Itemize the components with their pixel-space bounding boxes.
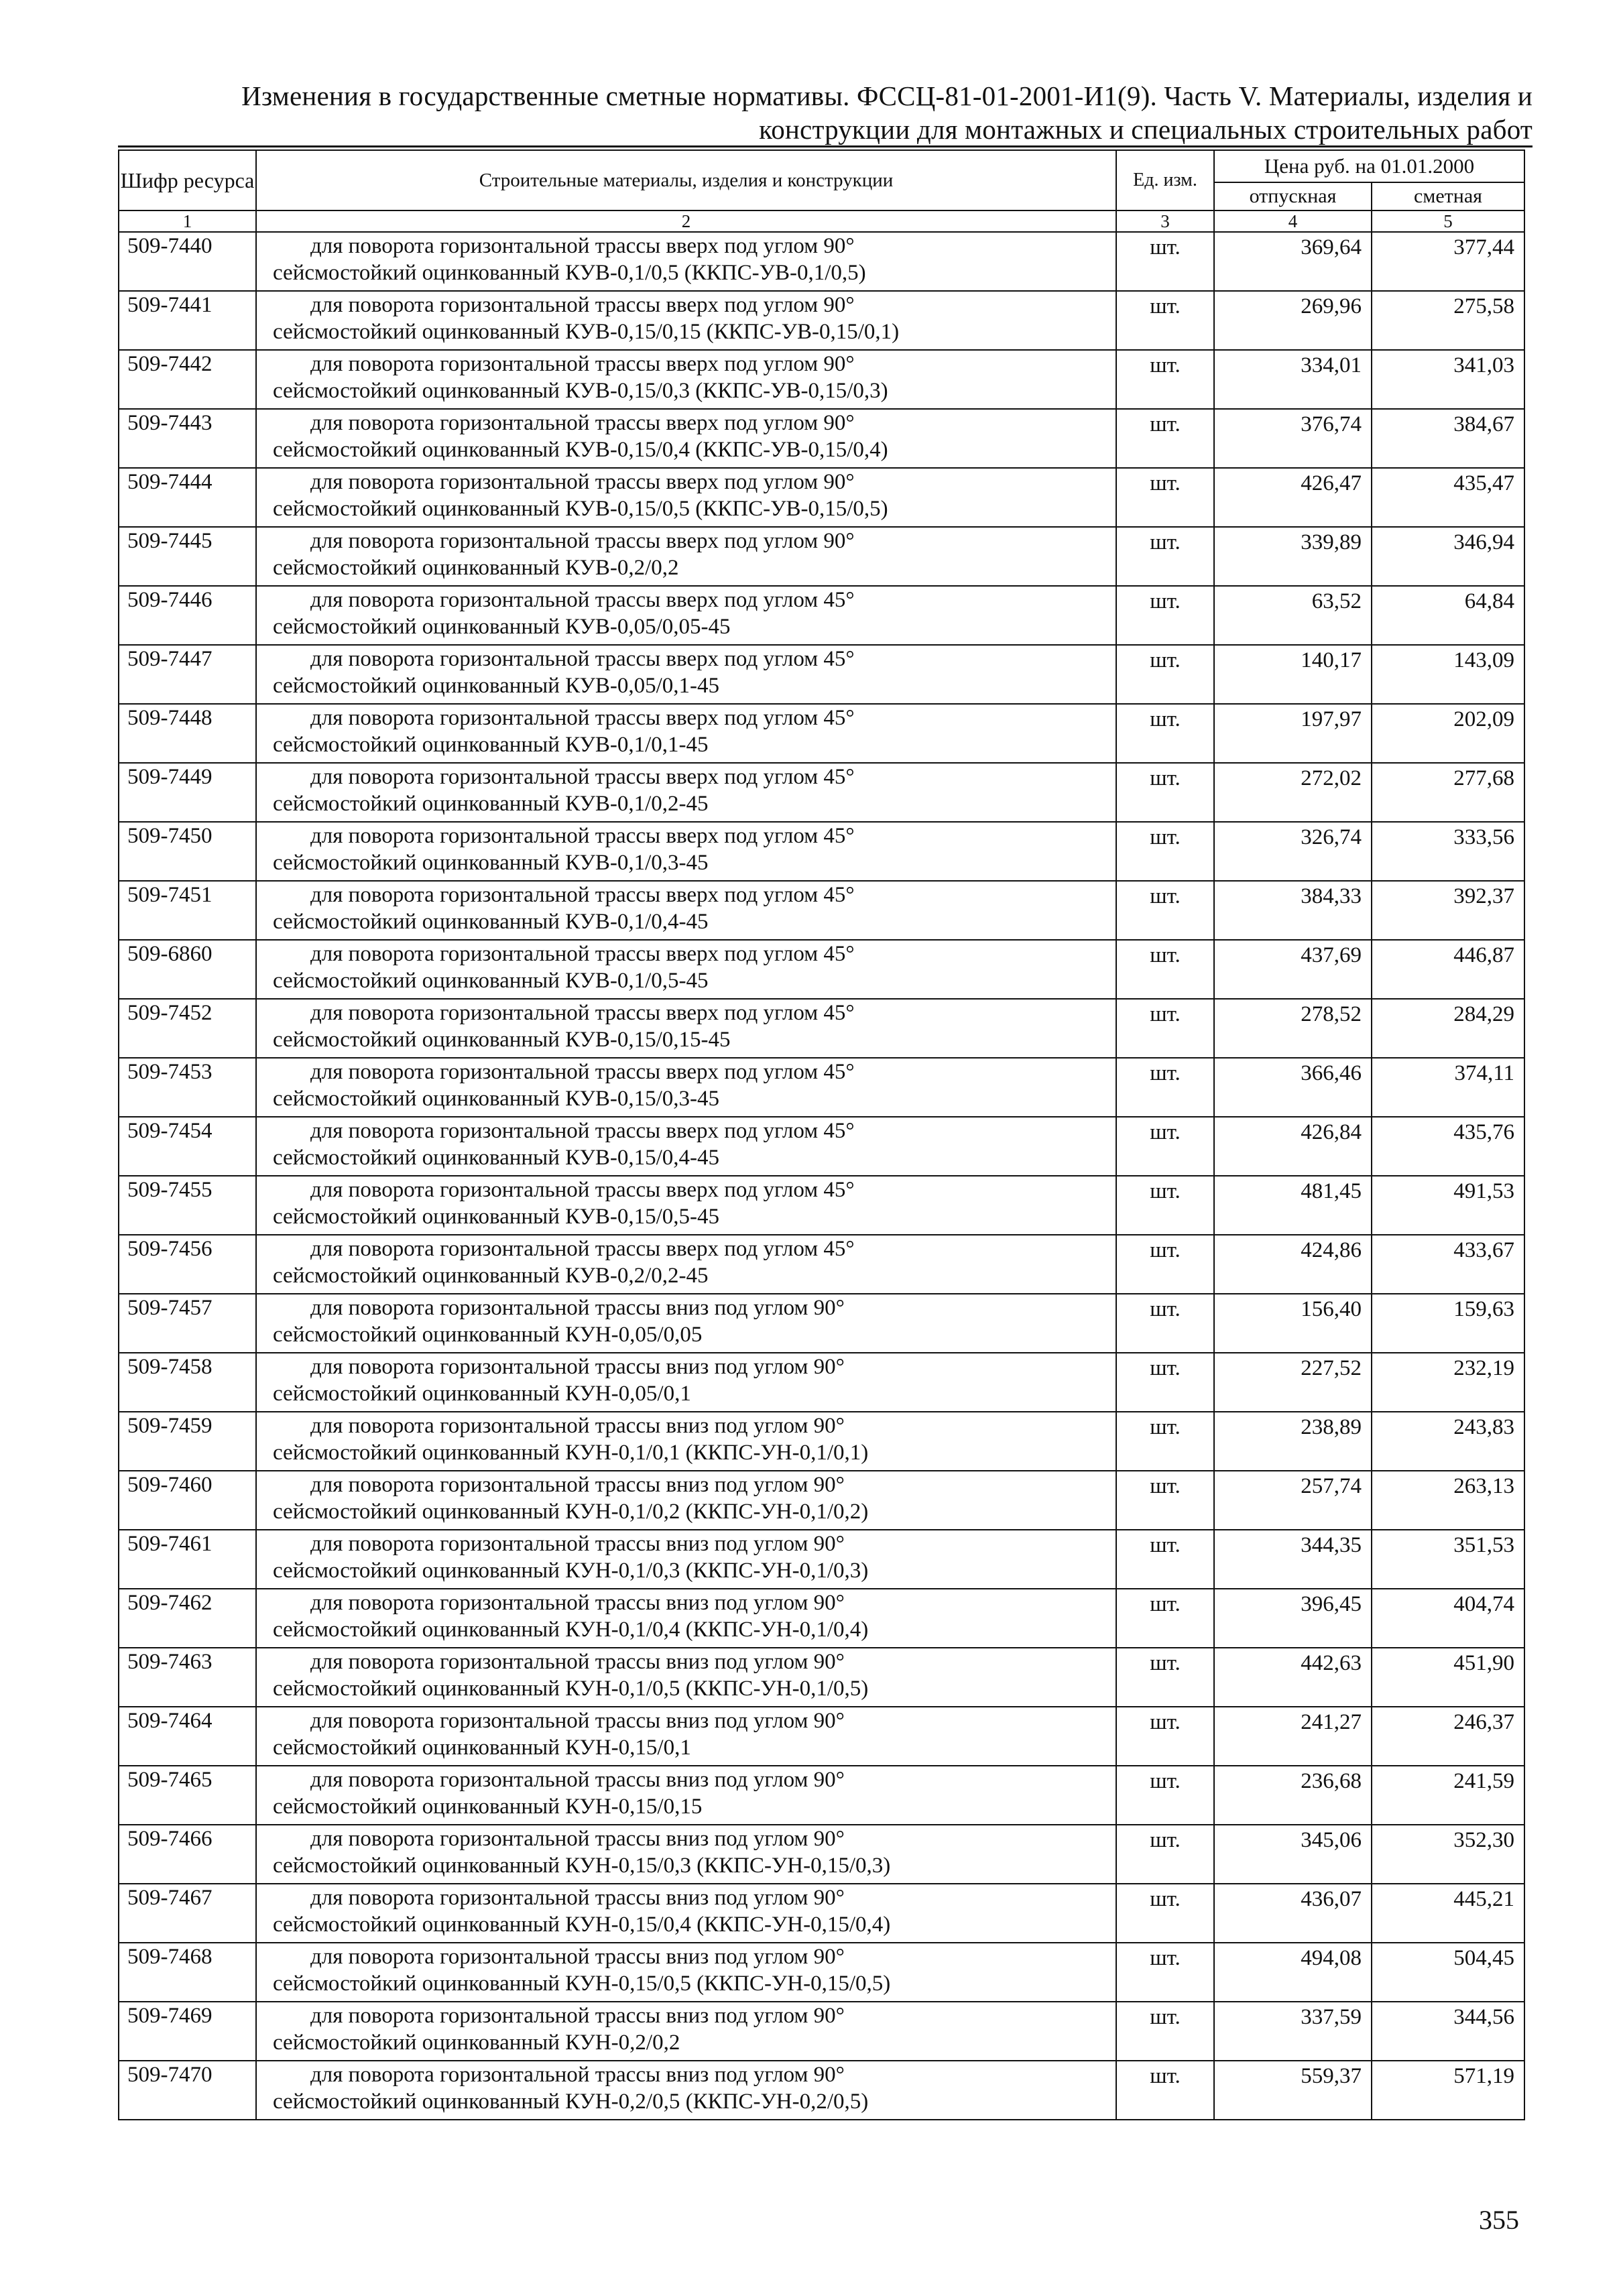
- table-row: [119, 350, 1524, 409]
- description-line-2: сейсмостойкий оцинкованный КУВ-0,15/0,5 (ККПС-УВ-0,15/0,5): [273, 497, 888, 521]
- resource-code: 509-7451: [119, 881, 256, 940]
- column-header-unit: Ед. изм.: [1116, 150, 1214, 210]
- release-price: 197,97: [1214, 704, 1372, 763]
- description-line-2: сейсмостойкий оцинкованный КУН-0,15/0,4 (ККПС-УН-0,15/0,4): [273, 1913, 891, 1937]
- description-line-2: сейсмостойкий оцинкованный КУВ-0,15/0,4 (ККПС-УВ-0,15/0,4): [273, 438, 888, 462]
- release-price: 366,46: [1214, 1058, 1372, 1117]
- resource-code: 509-7455: [119, 1176, 256, 1235]
- resource-code: 509-7467: [119, 1884, 256, 1943]
- table-row: [119, 232, 1524, 291]
- table-body: [119, 232, 1524, 2120]
- resource-description: [256, 1648, 1116, 1707]
- table-row: [119, 1589, 1524, 1648]
- unit-of-measure: шт.: [1116, 468, 1214, 527]
- resource-code: 509-7445: [119, 527, 256, 586]
- unit-of-measure: шт.: [1116, 645, 1214, 704]
- resource-code: 509-7460: [119, 1471, 256, 1530]
- description-line-1: для поворота горизонтальной трассы вверх под углом 45°: [310, 588, 855, 612]
- unit-of-measure: шт.: [1116, 1589, 1214, 1648]
- description-line-1: для поворота горизонтальной трассы вниз под углом 90°: [310, 1650, 845, 1674]
- table-row: [119, 468, 1524, 527]
- resource-description: [256, 881, 1116, 940]
- resource-description: [256, 527, 1116, 586]
- description-line-2: сейсмостойкий оцинкованный КУВ-0,2/0,2: [273, 556, 679, 580]
- description-line-2: сейсмостойкий оцинкованный КУН-0,15/0,1: [273, 1736, 691, 1760]
- table-row: [119, 1117, 1524, 1176]
- description-line-2: сейсмостойкий оцинкованный КУН-0,1/0,5 (ККПС-УН-0,1/0,5): [273, 1677, 869, 1701]
- unit-of-measure: шт.: [1116, 1884, 1214, 1943]
- estimate-price: 232,19: [1372, 1353, 1524, 1412]
- resource-code: 509-7447: [119, 645, 256, 704]
- table-row: [119, 1294, 1524, 1353]
- resource-description: [256, 1412, 1116, 1471]
- unit-of-measure: шт.: [1116, 1353, 1214, 1412]
- resource-description: [256, 2002, 1116, 2061]
- description-line-1: для поворота горизонтальной трассы вниз под углом 90°: [310, 1709, 845, 1733]
- unit-of-measure: шт.: [1116, 1176, 1214, 1235]
- table-row: [119, 409, 1524, 468]
- table-row: [119, 881, 1524, 940]
- description-line-1: для поворота горизонтальной трассы вверх под углом 45°: [310, 1119, 855, 1143]
- release-price: 326,74: [1214, 822, 1372, 881]
- resource-description: [256, 1589, 1116, 1648]
- page-header: [118, 79, 1532, 146]
- release-price: 272,02: [1214, 763, 1372, 822]
- header-line-1: Изменения в государственные сметные нормативы. ФССЦ-81-01-2001-И1(9). Часть V. Материалы, изделия и: [241, 80, 1532, 111]
- unit-of-measure: шт.: [1116, 704, 1214, 763]
- release-price: 337,59: [1214, 2002, 1372, 2061]
- resource-description: [256, 999, 1116, 1058]
- resource-code: 509-7463: [119, 1648, 256, 1707]
- table-row: [119, 1235, 1524, 1294]
- description-line-2: сейсмостойкий оцинкованный КУВ-0,1/0,4-45: [273, 910, 709, 934]
- estimate-price: 202,09: [1372, 704, 1524, 763]
- description-line-2: сейсмостойкий оцинкованный КУВ-0,1/0,1-45: [273, 733, 709, 757]
- resource-description: [256, 232, 1116, 291]
- resource-code: 509-7461: [119, 1530, 256, 1589]
- description-line-2: сейсмостойкий оцинкованный КУВ-0,05/0,1-45: [273, 674, 720, 698]
- description-line-2: сейсмостойкий оцинкованный КУВ-0,15/0,3 (ККПС-УВ-0,15/0,3): [273, 379, 888, 403]
- estimate-price: 346,94: [1372, 527, 1524, 586]
- unit-of-measure: шт.: [1116, 1117, 1214, 1176]
- estimate-price: 351,53: [1372, 1530, 1524, 1589]
- resource-code: 509-7459: [119, 1412, 256, 1471]
- column-number: 1: [119, 210, 256, 232]
- resource-code: 509-7442: [119, 350, 256, 409]
- unit-of-measure: шт.: [1116, 2061, 1214, 2120]
- table-row: [119, 822, 1524, 881]
- resource-description: [256, 1530, 1116, 1589]
- description-line-1: для поворота горизонтальной трассы вниз под углом 90°: [310, 1768, 845, 1792]
- unit-of-measure: шт.: [1116, 1058, 1214, 1117]
- table-row: [119, 1176, 1524, 1235]
- description-line-1: для поворота горизонтальной трассы вниз под углом 90°: [310, 1414, 845, 1438]
- description-line-1: для поворота горизонтальной трассы вверх под углом 45°: [310, 1178, 855, 1202]
- resource-description: [256, 291, 1116, 350]
- resource-description: [256, 645, 1116, 704]
- resource-description: [256, 1058, 1116, 1117]
- unit-of-measure: шт.: [1116, 881, 1214, 940]
- description-line-2: сейсмостойкий оцинкованный КУВ-0,1/0,2-45: [273, 792, 709, 816]
- resource-description: [256, 1117, 1116, 1176]
- column-number: 3: [1116, 210, 1214, 232]
- unit-of-measure: шт.: [1116, 2002, 1214, 2061]
- resource-code: 509-7456: [119, 1235, 256, 1294]
- estimate-price: 246,37: [1372, 1707, 1524, 1766]
- estimate-price: 143,09: [1372, 645, 1524, 704]
- table-row: [119, 763, 1524, 822]
- release-price: 426,84: [1214, 1117, 1372, 1176]
- release-price: 241,27: [1214, 1707, 1372, 1766]
- estimate-price: 241,59: [1372, 1766, 1524, 1825]
- description-line-1: для поворота горизонтальной трассы вверх под углом 90°: [310, 411, 855, 435]
- description-line-1: для поворота горизонтальной трассы вверх под углом 90°: [310, 352, 855, 376]
- resource-description: [256, 1884, 1116, 1943]
- table-row: [119, 999, 1524, 1058]
- description-line-2: сейсмостойкий оцинкованный КУН-0,05/0,05: [273, 1323, 703, 1347]
- unit-of-measure: шт.: [1116, 999, 1214, 1058]
- resource-code: 509-7449: [119, 763, 256, 822]
- release-price: 257,74: [1214, 1471, 1372, 1530]
- estimate-price: 392,37: [1372, 881, 1524, 940]
- table-row: [119, 645, 1524, 704]
- resource-description: [256, 350, 1116, 409]
- estimate-price: 435,47: [1372, 468, 1524, 527]
- estimate-price: 445,21: [1372, 1884, 1524, 1943]
- resource-code: 509-6860: [119, 940, 256, 999]
- release-price: 437,69: [1214, 940, 1372, 999]
- description-line-1: для поворота горизонтальной трассы вниз под углом 90°: [310, 1827, 845, 1851]
- description-line-2: сейсмостойкий оцинкованный КУН-0,15/0,5 (ККПС-УН-0,15/0,5): [273, 1972, 891, 1996]
- release-price: 436,07: [1214, 1884, 1372, 1943]
- column-number: 2: [256, 210, 1116, 232]
- release-price: 156,40: [1214, 1294, 1372, 1353]
- description-line-1: для поворота горизонтальной трассы вниз под углом 90°: [310, 1945, 845, 1969]
- table-row: [119, 1471, 1524, 1530]
- estimate-price: 263,13: [1372, 1471, 1524, 1530]
- estimate-price: 284,29: [1372, 999, 1524, 1058]
- description-line-1: для поворота горизонтальной трассы вверх под углом 90°: [310, 234, 855, 258]
- description-line-2: сейсмостойкий оцинкованный КУВ-0,1/0,5 (ККПС-УВ-0,1/0,5): [273, 261, 866, 285]
- column-numbers-row: [119, 210, 1524, 232]
- table-row: [119, 1530, 1524, 1589]
- estimate-price: 344,56: [1372, 2002, 1524, 2061]
- unit-of-measure: шт.: [1116, 1825, 1214, 1884]
- resource-description: [256, 468, 1116, 527]
- estimate-price: 491,53: [1372, 1176, 1524, 1235]
- table-row: [119, 1648, 1524, 1707]
- release-price: 481,45: [1214, 1176, 1372, 1235]
- description-line-2: сейсмостойкий оцинкованный КУН-0,2/0,5 (ККПС-УН-0,2/0,5): [273, 2090, 869, 2114]
- header-line-2: конструкции для монтажных и специальных строительных работ: [759, 114, 1532, 145]
- estimate-price: 384,67: [1372, 409, 1524, 468]
- table-row: [119, 1884, 1524, 1943]
- table-row: [119, 291, 1524, 350]
- description-line-1: для поворота горизонтальной трассы вверх под углом 90°: [310, 293, 855, 317]
- table-row: [119, 940, 1524, 999]
- description-line-1: для поворота горизонтальной трассы вверх под углом 45°: [310, 1001, 855, 1025]
- unit-of-measure: шт.: [1116, 1530, 1214, 1589]
- description-line-2: сейсмостойкий оцинкованный КУВ-0,2/0,2-45: [273, 1264, 709, 1288]
- table-row: [119, 1058, 1524, 1117]
- resource-description: [256, 2061, 1116, 2120]
- description-line-1: для поворота горизонтальной трассы вниз под углом 90°: [310, 1355, 845, 1379]
- column-header-code: Шифр ресурса: [119, 150, 256, 210]
- unit-of-measure: шт.: [1116, 409, 1214, 468]
- estimate-price: 404,74: [1372, 1589, 1524, 1648]
- estimate-price: 275,58: [1372, 291, 1524, 350]
- resource-code: 509-7469: [119, 2002, 256, 2061]
- unit-of-measure: шт.: [1116, 1412, 1214, 1471]
- release-price: 442,63: [1214, 1648, 1372, 1707]
- description-line-1: для поворота горизонтальной трассы вверх под углом 45°: [310, 765, 855, 789]
- resource-description: [256, 704, 1116, 763]
- description-line-2: сейсмостойкий оцинкованный КУВ-0,15/0,3-45: [273, 1087, 720, 1111]
- release-price: 369,64: [1214, 232, 1372, 291]
- release-price: 426,47: [1214, 468, 1372, 527]
- table-row: [119, 704, 1524, 763]
- description-line-1: для поворота горизонтальной трассы вниз под углом 90°: [310, 2004, 845, 2028]
- description-line-1: для поворота горизонтальной трассы вверх под углом 45°: [310, 647, 855, 671]
- resource-price-table: [118, 149, 1525, 2120]
- unit-of-measure: шт.: [1116, 1943, 1214, 2002]
- estimate-price: 374,11: [1372, 1058, 1524, 1117]
- description-line-2: сейсмостойкий оцинкованный КУВ-0,05/0,05-45: [273, 615, 731, 639]
- estimate-price: 433,67: [1372, 1235, 1524, 1294]
- description-line-1: для поворота горизонтальной трассы вниз под углом 90°: [310, 1532, 845, 1556]
- resource-code: 509-7454: [119, 1117, 256, 1176]
- resource-description: [256, 822, 1116, 881]
- resource-description: [256, 1471, 1116, 1530]
- resource-code: 509-7452: [119, 999, 256, 1058]
- unit-of-measure: шт.: [1116, 291, 1214, 350]
- unit-of-measure: шт.: [1116, 1648, 1214, 1707]
- estimate-price: 341,03: [1372, 350, 1524, 409]
- resource-description: [256, 1707, 1116, 1766]
- table-row: [119, 1943, 1524, 2002]
- description-line-2: сейсмостойкий оцинкованный КУВ-0,1/0,3-45: [273, 851, 709, 875]
- unit-of-measure: шт.: [1116, 940, 1214, 999]
- table-row: [119, 1825, 1524, 1884]
- resource-description: [256, 1235, 1116, 1294]
- release-price: 559,37: [1214, 2061, 1372, 2120]
- description-line-1: для поворота горизонтальной трассы вниз под углом 90°: [310, 1296, 845, 1320]
- page-number: 355: [1479, 2205, 1519, 2235]
- column-header-estimate-price: сметная: [1372, 182, 1524, 210]
- resource-description: [256, 1766, 1116, 1825]
- release-price: 63,52: [1214, 586, 1372, 645]
- resource-description: [256, 763, 1116, 822]
- release-price: 339,89: [1214, 527, 1372, 586]
- unit-of-measure: шт.: [1116, 1294, 1214, 1353]
- resource-code: 509-7470: [119, 2061, 256, 2120]
- resource-code: 509-7464: [119, 1707, 256, 1766]
- estimate-price: 435,76: [1372, 1117, 1524, 1176]
- resource-description: [256, 1294, 1116, 1353]
- table-row: [119, 2002, 1524, 2061]
- description-line-1: для поворота горизонтальной трассы вниз под углом 90°: [310, 1473, 845, 1497]
- unit-of-measure: шт.: [1116, 586, 1214, 645]
- release-price: 345,06: [1214, 1825, 1372, 1884]
- resource-code: 509-7465: [119, 1766, 256, 1825]
- table-row: [119, 527, 1524, 586]
- description-line-1: для поворота горизонтальной трассы вверх под углом 45°: [310, 1237, 855, 1261]
- description-line-2: сейсмостойкий оцинкованный КУН-0,1/0,2 (ККПС-УН-0,1/0,2): [273, 1500, 869, 1524]
- estimate-price: 64,84: [1372, 586, 1524, 645]
- estimate-price: 377,44: [1372, 232, 1524, 291]
- column-header-release-price: отпускная: [1214, 182, 1372, 210]
- resource-description: [256, 1176, 1116, 1235]
- description-line-2: сейсмостойкий оцинкованный КУН-0,15/0,3 (ККПС-УН-0,15/0,3): [273, 1854, 891, 1878]
- release-price: 384,33: [1214, 881, 1372, 940]
- release-price: 424,86: [1214, 1235, 1372, 1294]
- description-line-1: для поворота горизонтальной трассы вниз под углом 90°: [310, 1886, 845, 1910]
- unit-of-measure: шт.: [1116, 1766, 1214, 1825]
- unit-of-measure: шт.: [1116, 1471, 1214, 1530]
- header-rule: [118, 145, 1532, 147]
- estimate-price: 352,30: [1372, 1825, 1524, 1884]
- description-line-2: сейсмостойкий оцинкованный КУВ-0,15/0,15-45: [273, 1028, 731, 1052]
- release-price: 238,89: [1214, 1412, 1372, 1471]
- resource-description: [256, 586, 1116, 645]
- description-line-1: для поворота горизонтальной трассы вверх под углом 45°: [310, 824, 855, 848]
- resource-code: 509-7441: [119, 291, 256, 350]
- description-line-1: для поворота горизонтальной трассы вверх под углом 45°: [310, 883, 855, 907]
- description-line-1: для поворота горизонтальной трассы вверх под углом 45°: [310, 1060, 855, 1084]
- table-row: [119, 1707, 1524, 1766]
- column-number: 4: [1214, 210, 1372, 232]
- description-line-2: сейсмостойкий оцинкованный КУН-0,1/0,4 (ККПС-УН-0,1/0,4): [273, 1618, 869, 1642]
- description-line-1: для поворота горизонтальной трассы вниз под углом 90°: [310, 1591, 845, 1615]
- resource-description: [256, 1825, 1116, 1884]
- release-price: 236,68: [1214, 1766, 1372, 1825]
- description-line-1: для поворота горизонтальной трассы вверх под углом 45°: [310, 706, 855, 730]
- release-price: 344,35: [1214, 1530, 1372, 1589]
- release-price: 269,96: [1214, 291, 1372, 350]
- estimate-price: 504,45: [1372, 1943, 1524, 2002]
- estimate-price: 571,19: [1372, 2061, 1524, 2120]
- resource-code: 509-7440: [119, 232, 256, 291]
- description-line-2: сейсмостойкий оцинкованный КУН-0,1/0,1 (ККПС-УН-0,1/0,1): [273, 1441, 869, 1465]
- table-row: [119, 2061, 1524, 2120]
- description-line-1: для поворота горизонтальной трассы вверх под углом 90°: [310, 470, 855, 494]
- release-price: 278,52: [1214, 999, 1372, 1058]
- estimate-price: 446,87: [1372, 940, 1524, 999]
- resource-code: 509-7450: [119, 822, 256, 881]
- table-row: [119, 586, 1524, 645]
- resource-code: 509-7468: [119, 1943, 256, 2002]
- resource-code: 509-7466: [119, 1825, 256, 1884]
- resource-code: 509-7462: [119, 1589, 256, 1648]
- column-header-price-group: Цена руб. на 01.01.2000: [1214, 150, 1524, 182]
- unit-of-measure: шт.: [1116, 1707, 1214, 1766]
- description-line-2: сейсмостойкий оцинкованный КУН-0,2/0,2: [273, 2031, 680, 2055]
- description-line-2: сейсмостойкий оцинкованный КУВ-0,1/0,5-45: [273, 969, 709, 993]
- resource-code: 509-7444: [119, 468, 256, 527]
- description-line-1: для поворота горизонтальной трассы вниз под углом 90°: [310, 2063, 845, 2087]
- description-line-2: сейсмостойкий оцинкованный КУВ-0,15/0,5-45: [273, 1205, 720, 1229]
- description-line-1: для поворота горизонтальной трассы вверх под углом 90°: [310, 529, 855, 553]
- estimate-price: 333,56: [1372, 822, 1524, 881]
- unit-of-measure: шт.: [1116, 527, 1214, 586]
- table-row: [119, 1353, 1524, 1412]
- release-price: 227,52: [1214, 1353, 1372, 1412]
- resource-code: 509-7448: [119, 704, 256, 763]
- description-line-2: сейсмостойкий оцинкованный КУН-0,15/0,15: [273, 1795, 703, 1819]
- resource-code: 509-7458: [119, 1353, 256, 1412]
- release-price: 396,45: [1214, 1589, 1372, 1648]
- resource-description: [256, 940, 1116, 999]
- resource-description: [256, 1353, 1116, 1412]
- resource-description: [256, 409, 1116, 468]
- estimate-price: 159,63: [1372, 1294, 1524, 1353]
- resource-code: 509-7457: [119, 1294, 256, 1353]
- unit-of-measure: шт.: [1116, 1235, 1214, 1294]
- unit-of-measure: шт.: [1116, 822, 1214, 881]
- unit-of-measure: шт.: [1116, 763, 1214, 822]
- release-price: 376,74: [1214, 409, 1372, 468]
- estimate-price: 277,68: [1372, 763, 1524, 822]
- description-line-2: сейсмостойкий оцинкованный КУН-0,05/0,1: [273, 1382, 691, 1406]
- unit-of-measure: шт.: [1116, 350, 1214, 409]
- table-row: [119, 1412, 1524, 1471]
- estimate-price: 243,83: [1372, 1412, 1524, 1471]
- column-number: 5: [1372, 210, 1524, 232]
- estimate-price: 451,90: [1372, 1648, 1524, 1707]
- description-line-1: для поворота горизонтальной трассы вверх под углом 45°: [310, 942, 855, 966]
- release-price: 494,08: [1214, 1943, 1372, 2002]
- column-header-name: Строительные материалы, изделия и конструкции: [256, 150, 1116, 210]
- resource-code: 509-7446: [119, 586, 256, 645]
- resource-code: 509-7443: [119, 409, 256, 468]
- description-line-2: сейсмостойкий оцинкованный КУВ-0,15/0,15 (ККПС-УВ-0,15/0,1): [273, 320, 900, 344]
- release-price: 334,01: [1214, 350, 1372, 409]
- resource-description: [256, 1943, 1116, 2002]
- table-row: [119, 1766, 1524, 1825]
- release-price: 140,17: [1214, 645, 1372, 704]
- unit-of-measure: шт.: [1116, 232, 1214, 291]
- description-line-2: сейсмостойкий оцинкованный КУН-0,1/0,3 (ККПС-УН-0,1/0,3): [273, 1559, 869, 1583]
- resource-code: 509-7453: [119, 1058, 256, 1117]
- description-line-2: сейсмостойкий оцинкованный КУВ-0,15/0,4-45: [273, 1146, 720, 1170]
